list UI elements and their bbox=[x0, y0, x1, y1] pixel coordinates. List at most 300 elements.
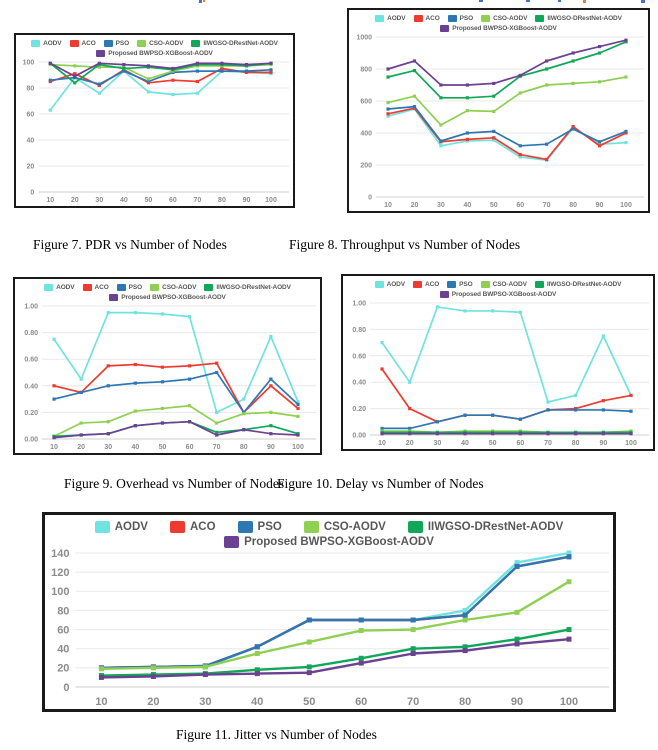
y-tick-label: 0.40 bbox=[352, 379, 367, 387]
series-marker bbox=[73, 75, 76, 78]
series-line-aco bbox=[382, 369, 631, 422]
series-marker bbox=[296, 407, 299, 410]
y-tick-label: 0.00 bbox=[24, 436, 39, 444]
x-tick-label: 20 bbox=[405, 440, 414, 447]
y-tick-label: 1.00 bbox=[24, 303, 39, 311]
cut-off-text-fragment bbox=[558, 0, 561, 2]
series-marker bbox=[439, 123, 442, 126]
series-marker bbox=[598, 45, 601, 48]
series-marker bbox=[545, 143, 548, 146]
series-marker bbox=[436, 432, 439, 435]
legend-swatch-icon bbox=[117, 284, 126, 291]
y-tick-label: 0.00 bbox=[352, 432, 367, 440]
x-tick-label: 30 bbox=[433, 440, 442, 447]
series-marker bbox=[122, 63, 125, 66]
series-marker bbox=[52, 338, 55, 341]
series-marker bbox=[49, 62, 52, 65]
y-tick-label: 0 bbox=[63, 681, 70, 694]
series-marker bbox=[515, 564, 520, 569]
series-marker bbox=[98, 83, 101, 86]
x-tick-label: 20 bbox=[410, 202, 419, 209]
series-line-pso bbox=[101, 557, 569, 668]
figure7-legend bbox=[16, 35, 293, 57]
figure8-plot-canvas bbox=[349, 32, 648, 211]
series-line-proposed-bwpso-xgboost-aodv bbox=[388, 40, 626, 85]
series-marker bbox=[572, 59, 575, 62]
series-marker bbox=[386, 101, 389, 104]
legend-swatch-icon bbox=[96, 50, 105, 57]
figure9-plot-canvas bbox=[15, 301, 320, 453]
series-marker bbox=[546, 400, 549, 403]
series-marker bbox=[491, 309, 494, 312]
x-tick-label: 100 bbox=[292, 444, 304, 451]
legend-swatch-icon bbox=[481, 15, 490, 22]
x-tick-label: 80 bbox=[218, 197, 226, 204]
x-tick-label: 60 bbox=[185, 444, 194, 451]
series-marker bbox=[545, 59, 548, 62]
series-marker bbox=[151, 674, 156, 679]
series-marker bbox=[52, 436, 55, 439]
series-marker bbox=[269, 68, 272, 71]
series-line-proposed-bwpso-xgboost-aodv bbox=[54, 422, 298, 438]
series-marker bbox=[107, 311, 110, 314]
series-marker bbox=[386, 75, 389, 78]
legend-swatch-icon bbox=[447, 281, 456, 288]
series-marker bbox=[196, 92, 199, 95]
legend-item-aodv bbox=[44, 284, 74, 291]
legend-swatch-icon bbox=[83, 284, 92, 291]
legend-label: ACO bbox=[425, 281, 440, 288]
legend-swatch-icon bbox=[104, 40, 113, 47]
series-marker bbox=[134, 409, 137, 412]
legend-item-aco bbox=[83, 284, 109, 291]
series-marker bbox=[171, 79, 174, 82]
series-marker bbox=[98, 92, 101, 95]
series-marker bbox=[629, 432, 632, 435]
figure11-legend bbox=[45, 515, 613, 548]
legend-item-aodv bbox=[375, 15, 405, 22]
legend-swatch-icon bbox=[204, 284, 213, 291]
series-marker bbox=[73, 64, 76, 67]
series-marker bbox=[567, 627, 572, 632]
figure8-caption: Figure 8. Throughput vs Number of Nodes bbox=[289, 237, 521, 252]
series-marker bbox=[49, 109, 52, 112]
x-tick-label: 80 bbox=[571, 440, 580, 447]
legend-item-pso bbox=[448, 15, 473, 22]
legend-label: AODV bbox=[386, 281, 405, 288]
legend-row bbox=[40, 284, 295, 291]
y-tick-label: 0.20 bbox=[352, 406, 367, 414]
series-marker bbox=[151, 665, 156, 670]
y-tick-label: 140 bbox=[51, 548, 70, 560]
cut-off-text-fragment bbox=[641, 0, 645, 3]
legend-label: CSO-AODV bbox=[323, 521, 386, 533]
series-marker bbox=[80, 391, 83, 394]
legend-swatch-icon bbox=[448, 15, 457, 22]
series-marker bbox=[515, 610, 520, 615]
legend-swatch-icon bbox=[109, 294, 118, 301]
legend-row bbox=[436, 25, 561, 32]
legend-label: ACO bbox=[94, 284, 109, 291]
legend-label: PSO bbox=[257, 521, 282, 533]
x-tick-label: 70 bbox=[542, 202, 551, 209]
legend-label: AODV bbox=[387, 15, 406, 22]
series-marker bbox=[242, 398, 245, 401]
series-marker bbox=[99, 675, 104, 680]
x-tick-label: 30 bbox=[437, 202, 445, 209]
series-line-aodv bbox=[382, 307, 631, 402]
y-tick-label: 60 bbox=[26, 111, 35, 119]
x-tick-label: 50 bbox=[488, 440, 497, 447]
legend-row bbox=[436, 291, 561, 298]
x-tick-label: 70 bbox=[407, 696, 420, 708]
x-tick-label: 40 bbox=[461, 440, 469, 447]
legend-label: CSO-AODV bbox=[492, 281, 527, 288]
series-marker bbox=[598, 140, 601, 143]
legend-label: PSO bbox=[459, 15, 474, 22]
legend-label: CSO-AODV bbox=[149, 40, 184, 47]
series-marker bbox=[492, 130, 495, 133]
series-marker bbox=[161, 312, 164, 315]
legend-label: Proposed BWPSO-XGBoost-AODV bbox=[121, 294, 226, 301]
series-marker bbox=[188, 364, 191, 367]
legend-item-iiwgso-drestnet-aodv bbox=[408, 521, 563, 533]
series-marker bbox=[220, 70, 223, 73]
x-tick-label: 40 bbox=[251, 696, 264, 708]
legend-item-cso-aodv bbox=[150, 284, 196, 291]
x-tick-label: 60 bbox=[516, 440, 525, 447]
series-marker bbox=[439, 96, 442, 99]
series-marker bbox=[147, 90, 150, 93]
figure9-legend bbox=[15, 279, 320, 301]
series-marker bbox=[188, 378, 191, 381]
series-marker bbox=[386, 107, 389, 110]
series-marker bbox=[359, 661, 364, 666]
series-marker bbox=[107, 384, 110, 387]
series-marker bbox=[269, 335, 272, 338]
series-marker bbox=[380, 367, 383, 370]
series-marker bbox=[492, 110, 495, 113]
figure11-jitter-chart bbox=[42, 512, 616, 712]
legend-item-aco bbox=[70, 40, 96, 47]
legend-label: AODV bbox=[114, 521, 148, 533]
x-tick-label: 10 bbox=[46, 197, 55, 204]
y-tick-label: 40 bbox=[26, 137, 35, 145]
series-line-aodv bbox=[54, 313, 298, 413]
series-marker bbox=[359, 628, 364, 633]
x-tick-label: 70 bbox=[544, 440, 552, 447]
cut-off-text-fragment bbox=[479, 0, 483, 2]
y-tick-label: 20 bbox=[57, 662, 70, 675]
series-marker bbox=[546, 432, 549, 435]
series-marker bbox=[411, 618, 416, 623]
series-marker bbox=[602, 432, 605, 435]
series-marker bbox=[408, 432, 411, 435]
series-marker bbox=[255, 651, 260, 656]
series-marker bbox=[567, 579, 572, 584]
legend-item-proposed-bwpso-xgboost-aodv bbox=[224, 536, 434, 548]
y-tick-label: 60 bbox=[57, 624, 70, 637]
series-marker bbox=[73, 81, 76, 84]
series-marker bbox=[171, 93, 174, 96]
series-marker bbox=[296, 415, 299, 418]
legend-item-proposed-bwpso-xgboost-aodv bbox=[440, 291, 557, 298]
series-line-aco bbox=[54, 363, 298, 412]
figure11-caption: Figure 11. Jitter vs Number of Nodes bbox=[176, 727, 377, 742]
series-marker bbox=[269, 411, 272, 414]
series-marker bbox=[574, 394, 577, 397]
series-marker bbox=[463, 613, 468, 618]
legend-label: ACO bbox=[81, 40, 96, 47]
series-marker bbox=[545, 83, 548, 86]
series-marker bbox=[255, 671, 260, 676]
legend-swatch-icon bbox=[238, 521, 253, 533]
series-line-cso-aodv bbox=[101, 582, 569, 669]
series-marker bbox=[492, 95, 495, 98]
series-marker bbox=[215, 411, 218, 414]
legend-item-pso bbox=[238, 521, 282, 533]
series-marker bbox=[408, 381, 411, 384]
legend-row bbox=[213, 536, 445, 548]
legend-item-iiwgso-drestnet-aodv bbox=[535, 281, 622, 288]
legend-swatch-icon bbox=[191, 40, 200, 47]
series-marker bbox=[492, 82, 495, 85]
series-marker bbox=[296, 403, 299, 406]
series-marker bbox=[413, 69, 416, 72]
x-tick-label: 60 bbox=[516, 202, 525, 209]
legend-item-aodv bbox=[95, 521, 148, 533]
series-marker bbox=[255, 644, 260, 649]
series-marker bbox=[99, 666, 104, 671]
series-marker bbox=[572, 51, 575, 54]
y-tick-label: 80 bbox=[57, 605, 70, 618]
series-marker bbox=[515, 641, 520, 646]
legend-label: CSO-AODV bbox=[493, 15, 528, 22]
legend-label: ACO bbox=[189, 521, 216, 533]
legend-swatch-icon bbox=[304, 521, 319, 533]
series-marker bbox=[491, 432, 494, 435]
series-marker bbox=[624, 39, 627, 42]
y-tick-label: 80 bbox=[26, 85, 35, 93]
x-tick-label: 20 bbox=[77, 444, 86, 451]
legend-item-pso bbox=[104, 40, 129, 47]
series-marker bbox=[411, 651, 416, 656]
series-marker bbox=[436, 305, 439, 308]
x-tick-label: 20 bbox=[70, 197, 79, 204]
y-tick-label: 0 bbox=[368, 194, 373, 202]
series-marker bbox=[122, 67, 125, 70]
legend-item-aco bbox=[413, 281, 439, 288]
series-marker bbox=[203, 672, 208, 677]
legend-label: IIWGSO-DRestNet-AODV bbox=[546, 281, 622, 288]
x-tick-label: 40 bbox=[131, 444, 140, 451]
figure10-caption: Figure 10. Delay vs Number of Nodes bbox=[277, 476, 484, 491]
legend-item-iiwgso-drestnet-aodv bbox=[535, 15, 622, 22]
legend-label: AODV bbox=[43, 40, 62, 47]
series-marker bbox=[196, 70, 199, 73]
series-marker bbox=[598, 144, 601, 147]
legend-swatch-icon bbox=[44, 284, 53, 291]
series-marker bbox=[546, 408, 549, 411]
series-marker bbox=[602, 408, 605, 411]
legend-row bbox=[105, 294, 230, 301]
legend-swatch-icon bbox=[375, 281, 384, 288]
figure7-caption: Figure 7. PDR vs Number of Nodes bbox=[33, 237, 227, 252]
legend-item-cso-aodv bbox=[481, 15, 527, 22]
series-marker bbox=[134, 382, 137, 385]
x-tick-label: 50 bbox=[489, 202, 498, 209]
series-marker bbox=[215, 371, 218, 374]
figure7-pdr-chart bbox=[14, 33, 295, 208]
legend-label: Proposed BWPSO-XGBoost-AODV bbox=[244, 536, 434, 548]
legend-swatch-icon bbox=[535, 281, 544, 288]
series-marker bbox=[245, 63, 248, 66]
legend-label: IIWGSO-DRestNet-AODV bbox=[216, 284, 291, 291]
x-tick-label: 50 bbox=[303, 696, 316, 708]
legend-swatch-icon bbox=[413, 281, 422, 288]
series-marker bbox=[245, 70, 248, 73]
figure8-legend bbox=[349, 10, 648, 32]
series-marker bbox=[196, 80, 199, 83]
legend-swatch-icon bbox=[224, 536, 239, 548]
series-marker bbox=[386, 112, 389, 115]
series-marker bbox=[80, 421, 83, 424]
series-marker bbox=[215, 421, 218, 424]
x-tick-label: 80 bbox=[239, 444, 248, 451]
series-marker bbox=[215, 362, 218, 365]
series-marker bbox=[413, 95, 416, 98]
cut-off-text-fragment bbox=[583, 0, 586, 3]
x-tick-label: 100 bbox=[625, 440, 637, 447]
series-marker bbox=[602, 399, 605, 402]
series-marker bbox=[567, 554, 572, 559]
series-marker bbox=[545, 67, 548, 70]
series-marker bbox=[629, 394, 632, 397]
legend-label: ACO bbox=[425, 15, 440, 22]
figure10-delay-chart bbox=[341, 274, 655, 451]
legend-swatch-icon bbox=[150, 284, 159, 291]
figure9-caption: Figure 9. Overhead vs Number of Nodes bbox=[64, 476, 285, 491]
legend-swatch-icon bbox=[95, 521, 110, 533]
x-tick-label: 90 bbox=[510, 696, 524, 708]
x-tick-label: 90 bbox=[599, 440, 608, 447]
series-marker bbox=[296, 433, 299, 436]
series-marker bbox=[269, 432, 272, 435]
series-marker bbox=[107, 420, 110, 423]
legend-item-cso-aodv bbox=[481, 281, 527, 288]
legend-item-proposed-bwpso-xgboost-aodv bbox=[440, 25, 557, 32]
series-marker bbox=[436, 420, 439, 423]
series-marker bbox=[492, 136, 495, 139]
series-marker bbox=[161, 380, 164, 383]
y-tick-label: 400 bbox=[360, 130, 373, 138]
series-marker bbox=[519, 91, 522, 94]
x-tick-label: 90 bbox=[242, 197, 251, 204]
x-tick-label: 30 bbox=[199, 696, 212, 708]
legend-row bbox=[92, 50, 217, 57]
series-line-aodv bbox=[388, 109, 626, 160]
series-marker bbox=[134, 311, 137, 314]
series-marker bbox=[463, 414, 466, 417]
y-tick-label: 0.20 bbox=[24, 409, 39, 417]
series-marker bbox=[242, 428, 245, 431]
legend-item-cso-aodv bbox=[137, 40, 183, 47]
figure8-throughput-chart bbox=[347, 8, 650, 213]
series-marker bbox=[134, 424, 137, 427]
series-line-aco bbox=[388, 108, 626, 159]
legend-item-aodv bbox=[31, 40, 61, 47]
series-marker bbox=[380, 341, 383, 344]
legend-label: Proposed BWPSO-XGBoost-AODV bbox=[108, 50, 213, 57]
y-tick-label: 0.80 bbox=[24, 330, 39, 338]
y-tick-label: 600 bbox=[360, 98, 373, 106]
series-marker bbox=[519, 144, 522, 147]
series-marker bbox=[242, 412, 245, 415]
series-marker bbox=[519, 153, 522, 156]
y-tick-label: 40 bbox=[57, 643, 70, 656]
legend-item-iiwgso-drestnet-aodv bbox=[204, 284, 291, 291]
series-marker bbox=[466, 131, 469, 134]
legend-label: PSO bbox=[459, 281, 473, 288]
y-tick-label: 0.60 bbox=[24, 356, 39, 364]
x-tick-label: 30 bbox=[95, 197, 104, 204]
series-marker bbox=[161, 407, 164, 410]
legend-label: PSO bbox=[128, 284, 143, 291]
legend-label: CSO-AODV bbox=[162, 284, 197, 291]
legend-swatch-icon bbox=[137, 40, 146, 47]
y-tick-label: 100 bbox=[51, 586, 70, 599]
x-tick-label: 40 bbox=[119, 197, 128, 204]
series-marker bbox=[220, 62, 223, 65]
series-marker bbox=[545, 158, 548, 161]
legend-item-iiwgso-drestnet-aodv bbox=[191, 40, 278, 47]
x-tick-label: 60 bbox=[169, 197, 177, 204]
series-marker bbox=[269, 384, 272, 387]
series-marker bbox=[52, 384, 55, 387]
series-marker bbox=[572, 127, 575, 130]
x-tick-label: 50 bbox=[158, 444, 167, 451]
series-marker bbox=[598, 51, 601, 54]
series-marker bbox=[624, 141, 627, 144]
series-marker bbox=[519, 432, 522, 435]
legend-label: IIWGSO-DRestNet-AODV bbox=[203, 40, 278, 47]
x-tick-label: 10 bbox=[378, 440, 386, 447]
series-marker bbox=[269, 424, 272, 427]
series-marker bbox=[466, 96, 469, 99]
x-tick-label: 100 bbox=[559, 696, 579, 708]
x-tick-label: 100 bbox=[620, 202, 632, 209]
series-marker bbox=[359, 618, 364, 623]
series-marker bbox=[463, 618, 468, 623]
x-tick-label: 50 bbox=[144, 197, 153, 204]
series-marker bbox=[572, 82, 575, 85]
legend-row bbox=[371, 15, 626, 22]
x-tick-label: 20 bbox=[147, 696, 160, 708]
y-tick-label: 1.00 bbox=[352, 300, 367, 308]
series-marker bbox=[203, 664, 208, 669]
y-tick-label: 1000 bbox=[356, 34, 373, 42]
x-tick-label: 10 bbox=[95, 696, 108, 708]
series-marker bbox=[463, 432, 466, 435]
y-tick-label: 20 bbox=[26, 163, 35, 171]
legend-item-proposed-bwpso-xgboost-aodv bbox=[109, 294, 226, 301]
series-marker bbox=[491, 414, 494, 417]
series-marker bbox=[519, 311, 522, 314]
legend-label: IIWGSO-DRestNet-AODV bbox=[547, 15, 622, 22]
y-tick-label: 0.80 bbox=[352, 326, 367, 334]
cut-off-text-fragment bbox=[199, 0, 202, 3]
series-line-aco bbox=[101, 557, 569, 668]
